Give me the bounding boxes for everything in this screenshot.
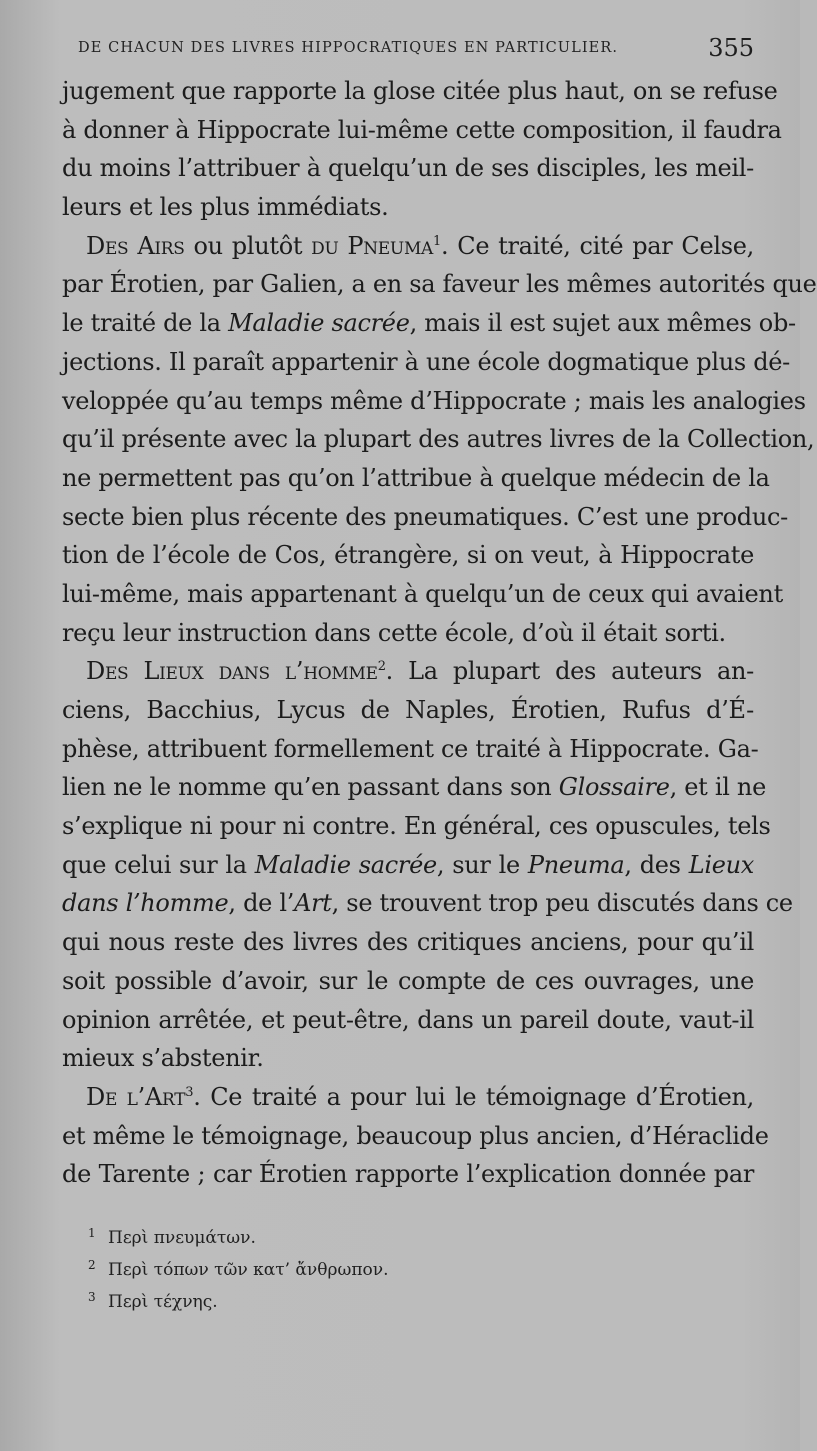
text-line xyxy=(62,846,754,885)
footnote: 2 Περὶ τόπων τῶν κατ’ ἄνθρωπον. xyxy=(88,1258,389,1280)
section-heading: du Pneuma xyxy=(311,231,434,260)
text-span: et même le témoignage, beaucoup plus ancien, d’Héraclide xyxy=(62,1121,769,1150)
running-head: DE CHACUN DES LIVRES HIPPOCRATIQUES EN PARTICULIER. xyxy=(78,40,619,56)
text-line xyxy=(62,884,793,923)
text-span: . La plupart des auteurs an- xyxy=(385,657,754,686)
italic-title: Maladie sacrée xyxy=(254,850,437,879)
text-span: , sur le xyxy=(436,850,528,879)
text-span: , des xyxy=(624,850,689,879)
italic-title: Maladie sacrée xyxy=(228,309,410,338)
text-span: ciens, Bacchius, Lycus de Naples, Érotien, Rufus d’É- xyxy=(62,696,754,724)
footnote-text: Περὶ τέχνης. xyxy=(108,1292,218,1312)
text-line xyxy=(62,459,770,498)
footnote-ref: 2 xyxy=(377,659,386,675)
text-span: leurs et les plus immédiats. xyxy=(62,193,389,222)
text-line xyxy=(62,1117,769,1156)
body-text xyxy=(62,72,817,1194)
text-span: opinion arrêtée, et peut-être, dans un pareil doute, vaut-il xyxy=(62,1005,754,1034)
footnote: 3 Περὶ τέχνης. xyxy=(88,1290,218,1312)
text-line xyxy=(62,343,790,382)
text-line xyxy=(62,691,754,730)
text-line xyxy=(62,420,815,459)
text-line xyxy=(62,304,796,343)
italic-title: Glossaire xyxy=(558,773,670,802)
text-span: le traité de la xyxy=(62,309,229,338)
text-span: secte bien plus récente des pneumatiques. C’est une produc- xyxy=(62,502,788,531)
text-line xyxy=(62,536,754,575)
italic-title: Pneuma xyxy=(527,850,625,879)
text-span: , se trouvent trop peu discutés dans ce xyxy=(331,889,793,918)
text-span: jugement que rapporte la glose citée plus haut, on se refuse xyxy=(62,77,778,105)
text-span: soit possible d’avoir, sur le compte de ces ouvrages, une xyxy=(62,966,754,995)
text-line xyxy=(62,730,759,769)
footnote-text: Περὶ πνευμάτων. xyxy=(108,1228,256,1248)
italic-title: Art xyxy=(294,889,332,918)
text-span: ne permettent pas qu’on l’attribue à quelque médecin de la xyxy=(62,463,770,492)
text-span: mieux s’abstenir. xyxy=(62,1044,264,1073)
paragraph-start-line xyxy=(62,1078,754,1117)
text-span: . Ce traité a pour lui le témoignage d’Érotien, xyxy=(193,1082,754,1111)
text-line xyxy=(62,265,817,304)
text-span: du moins l’attribuer à quelqu’un de ses disciples, les meil- xyxy=(62,154,754,183)
paragraph-start-line xyxy=(62,227,754,266)
text-line xyxy=(62,923,754,962)
text-span: qu’il présente avec la plupart des autres livres de la Collection, xyxy=(62,425,815,454)
footnotes xyxy=(88,1222,688,1318)
text-span: phèse, attribuent formellement ce traité à Hippocrate. Ga- xyxy=(62,734,759,763)
text-span: , de l’ xyxy=(228,889,295,918)
text-line xyxy=(62,614,754,653)
text-line xyxy=(62,1155,754,1194)
footnote-ref: 3 xyxy=(185,1084,194,1100)
text-span: que celui sur la xyxy=(62,850,255,879)
text-span: tion de l’école de Cos, étrangère, si on veut, à Hippocrate xyxy=(62,541,754,570)
text-span: qui nous reste des livres des critiques anciens, pour qu’il xyxy=(62,928,754,957)
text-line xyxy=(62,149,754,188)
section-heading: Des Airs xyxy=(86,231,185,260)
page-number: 355 xyxy=(708,34,754,62)
text-span: . Ce traité, cité par Celse, xyxy=(441,231,754,260)
text-line xyxy=(62,575,783,614)
text-span: reçu leur instruction dans cette école, d’où il était sorti. xyxy=(62,618,726,647)
section-heading: Des Lieux dans l’homme xyxy=(86,657,378,686)
text-line xyxy=(62,1001,754,1040)
text-line xyxy=(62,498,788,537)
page-header xyxy=(78,34,754,66)
text-line xyxy=(62,807,771,846)
text-span: , mais il est sujet aux mêmes ob- xyxy=(409,309,796,338)
text-span: à donner à Hippocrate lui-même cette composition, il faudra xyxy=(62,115,782,144)
text-line xyxy=(62,1039,754,1078)
text-span: de Tarente ; car Érotien rapporte l’explication donnée par xyxy=(62,1160,754,1189)
text-span: par Érotien, par Galien, a en sa faveur les mêmes autorités que xyxy=(62,270,817,299)
paragraph-start-line xyxy=(62,652,754,691)
footnote-ref: 1 xyxy=(433,233,442,249)
text-line xyxy=(62,962,754,1001)
italic-title: dans l’homme xyxy=(62,889,229,918)
text-span: , et il ne xyxy=(669,773,766,802)
text-span: lien ne le nomme qu’en passant dans son xyxy=(62,773,559,802)
text-span: ou plutôt xyxy=(184,231,312,260)
text-span: s’explique ni pour ni contre. En général, ces opuscules, tels xyxy=(62,812,771,841)
section-heading: De l’Art xyxy=(86,1082,186,1111)
text-span: veloppée qu’au temps même d’Hippocrate ; mais les analogies xyxy=(62,386,806,415)
text-line xyxy=(62,72,778,111)
text-line xyxy=(62,188,754,227)
italic-title: Lieux xyxy=(688,850,754,879)
text-span: lui-même, mais appartenant à quelqu’un de ceux qui avaient xyxy=(62,579,783,608)
text-span: jections. Il paraît appartenir à une école dogmatique plus dé- xyxy=(62,347,790,376)
text-line xyxy=(62,111,782,150)
text-line xyxy=(62,382,806,421)
text-line xyxy=(62,768,766,807)
footnote: 1 Περὶ πνευμάτων. xyxy=(88,1226,256,1248)
footnote-text: Περὶ τόπων τῶν κατ’ ἄνθρωπον. xyxy=(108,1260,389,1280)
